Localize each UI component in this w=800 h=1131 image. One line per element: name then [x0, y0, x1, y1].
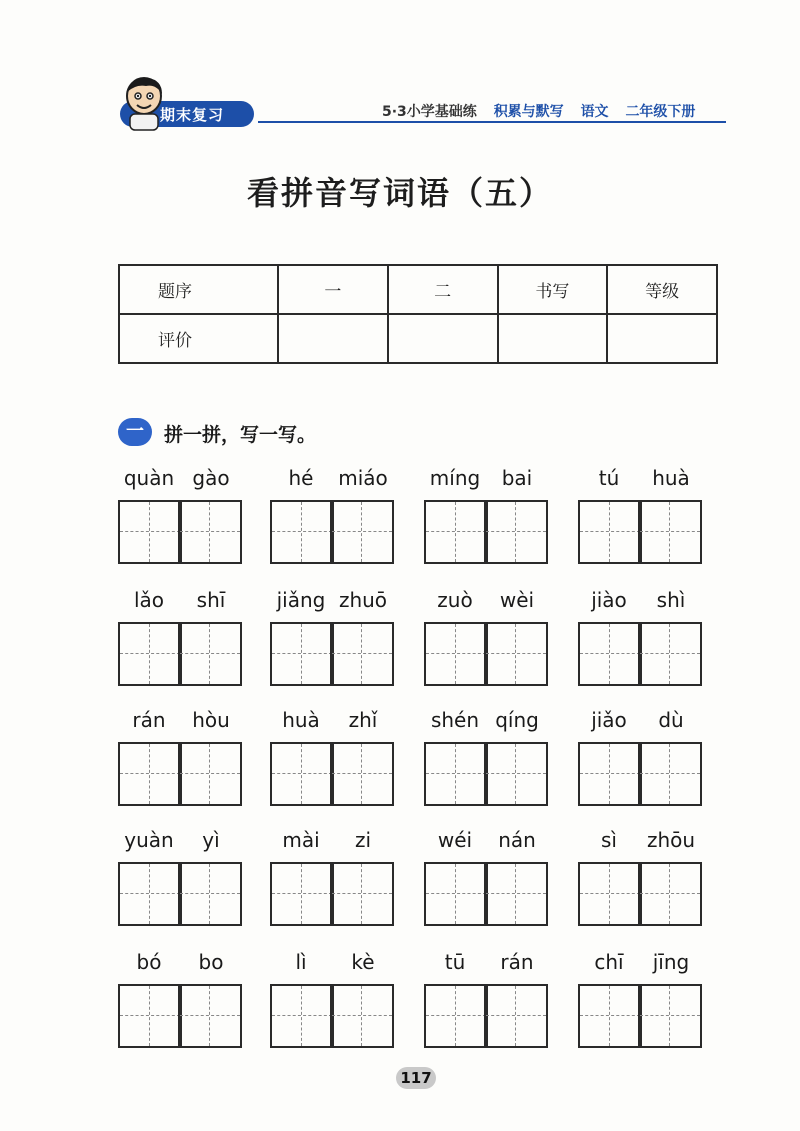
pinyin-syllable: zi — [354, 828, 372, 852]
pinyin-syllable: rán — [500, 950, 534, 974]
writing-cell[interactable] — [484, 622, 548, 686]
exercise-item — [118, 828, 242, 926]
writing-boxes — [118, 984, 242, 1048]
pinyin-label — [118, 708, 242, 738]
exercise-item — [118, 708, 242, 806]
pinyin-syllable: bo — [198, 950, 224, 974]
evaluation-score-row — [119, 314, 717, 363]
pinyin-syllable: bó — [136, 950, 162, 974]
pinyin-syllable: shén — [430, 708, 480, 732]
pinyin-syllable: jiào — [591, 588, 627, 612]
writing-cell[interactable] — [578, 742, 642, 806]
exercise-item — [424, 950, 548, 1048]
writing-boxes — [424, 984, 548, 1048]
pinyin-syllable: kè — [351, 950, 375, 974]
exercise-item — [118, 466, 242, 564]
writing-cell[interactable] — [484, 742, 548, 806]
pinyin-syllable: huà — [282, 708, 320, 732]
writing-cell[interactable] — [578, 622, 642, 686]
pinyin-label — [424, 466, 548, 496]
pinyin-syllable: wéi — [437, 828, 473, 852]
writing-cell[interactable] — [330, 984, 394, 1048]
score-cell-two[interactable] — [388, 314, 498, 363]
pinyin-syllable: tú — [598, 466, 620, 490]
header-cell-writing: 书写 — [498, 265, 608, 314]
pinyin-syllable: zuò — [437, 588, 473, 612]
writing-cell[interactable] — [118, 622, 182, 686]
pinyin-label — [424, 950, 548, 980]
pinyin-syllable: tū — [444, 950, 466, 974]
exercise-item — [270, 588, 394, 686]
writing-boxes — [270, 622, 394, 686]
exercise-item — [270, 466, 394, 564]
writing-cell[interactable] — [424, 984, 488, 1048]
writing-boxes — [270, 984, 394, 1048]
writing-cell[interactable] — [578, 500, 642, 564]
writing-boxes — [424, 500, 548, 564]
writing-cell[interactable] — [270, 622, 334, 686]
pinyin-syllable: nán — [498, 828, 536, 852]
writing-cell[interactable] — [484, 862, 548, 926]
header-cell-one: 一 — [278, 265, 388, 314]
writing-cell[interactable] — [484, 500, 548, 564]
pinyin-syllable: dù — [658, 708, 684, 732]
writing-cell[interactable] — [578, 862, 642, 926]
writing-cell[interactable] — [178, 500, 242, 564]
exercise-item — [118, 950, 242, 1048]
pinyin-label — [270, 950, 394, 980]
pinyin-label — [424, 708, 548, 738]
pinyin-syllable: wèi — [499, 588, 535, 612]
exercise-item — [270, 828, 394, 926]
pinyin-syllable: hòu — [192, 708, 230, 732]
writing-boxes — [578, 862, 702, 926]
score-cell-grade[interactable] — [607, 314, 717, 363]
pinyin-label — [270, 588, 394, 618]
writing-cell[interactable] — [178, 862, 242, 926]
page-number: 117 — [396, 1067, 436, 1089]
writing-boxes — [118, 622, 242, 686]
pinyin-syllable: jīng — [652, 950, 690, 974]
exercise-item — [424, 708, 548, 806]
pinyin-syllable: yì — [202, 828, 220, 852]
pinyin-syllable: zhuō — [338, 588, 388, 612]
writing-cell[interactable] — [118, 862, 182, 926]
score-cell-one[interactable] — [278, 314, 388, 363]
writing-boxes — [270, 742, 394, 806]
writing-cell[interactable] — [424, 500, 488, 564]
pinyin-syllable: lì — [295, 950, 307, 974]
pinyin-syllable: chī — [594, 950, 624, 974]
writing-cell[interactable] — [424, 622, 488, 686]
badge-label: 期末复习 — [160, 106, 225, 124]
writing-cell[interactable] — [330, 742, 394, 806]
header-cell-order: 题序 — [119, 265, 278, 314]
pinyin-syllable: quàn — [123, 466, 175, 490]
mascot-boy-icon — [118, 74, 178, 132]
writing-cell[interactable] — [118, 500, 182, 564]
pinyin-syllable: sì — [601, 828, 617, 852]
pinyin-label — [270, 828, 394, 858]
pinyin-syllable: zhǐ — [348, 708, 378, 732]
section-instruction: 拼一拼，写一写。 — [164, 424, 317, 446]
writing-cell[interactable] — [638, 500, 702, 564]
writing-cell[interactable] — [638, 622, 702, 686]
writing-cell[interactable] — [178, 984, 242, 1048]
pinyin-syllable: rán — [132, 708, 166, 732]
writing-boxes — [424, 742, 548, 806]
writing-boxes — [270, 500, 394, 564]
pinyin-label — [424, 828, 548, 858]
section-number: 一 — [118, 418, 152, 446]
pinyin-syllable: hé — [288, 466, 314, 490]
pinyin-label — [424, 588, 548, 618]
score-cell-writing[interactable] — [498, 314, 608, 363]
pinyin-label — [578, 708, 702, 738]
pinyin-label — [578, 466, 702, 496]
writing-cell[interactable] — [638, 742, 702, 806]
evaluation-header-row — [119, 265, 717, 314]
exercise-item — [578, 466, 702, 564]
writing-cell[interactable] — [330, 500, 394, 564]
exercise-item — [270, 950, 394, 1048]
writing-boxes — [578, 500, 702, 564]
pinyin-syllable: jiǎo — [591, 708, 627, 732]
pinyin-label — [270, 466, 394, 496]
writing-boxes — [424, 622, 548, 686]
writing-cell[interactable] — [118, 984, 182, 1048]
writing-cell[interactable] — [330, 862, 394, 926]
writing-cell[interactable] — [118, 742, 182, 806]
subject-name: 语文 — [580, 104, 609, 120]
pinyin-label — [578, 588, 702, 618]
writing-boxes — [118, 742, 242, 806]
writing-cell[interactable] — [270, 742, 334, 806]
pinyin-syllable: mài — [282, 828, 320, 852]
exercise-item — [578, 588, 702, 686]
exercise-item — [578, 828, 702, 926]
series-name: 5·3小学基础练 — [382, 104, 477, 120]
pinyin-syllable: gào — [192, 466, 230, 490]
writing-cell[interactable] — [178, 742, 242, 806]
writing-cell[interactable] — [270, 984, 334, 1048]
writing-cell[interactable] — [424, 862, 488, 926]
writing-boxes — [578, 622, 702, 686]
header-rule — [258, 121, 726, 123]
writing-cell[interactable] — [638, 984, 702, 1048]
pinyin-syllable: zhōu — [646, 828, 696, 852]
page-title: 看拼音写词语（五） — [246, 174, 553, 212]
writing-cell[interactable] — [270, 862, 334, 926]
writing-boxes — [578, 984, 702, 1048]
pinyin-syllable: qíng — [495, 708, 539, 732]
writing-cell[interactable] — [178, 622, 242, 686]
pinyin-syllable: jiǎng — [276, 588, 326, 612]
header-cell-grade: 等级 — [607, 265, 717, 314]
writing-cell[interactable] — [330, 622, 394, 686]
writing-cell[interactable] — [638, 862, 702, 926]
exercise-item — [424, 588, 548, 686]
pinyin-label — [578, 828, 702, 858]
exercise-item — [118, 588, 242, 686]
writing-boxes — [578, 742, 702, 806]
pinyin-label — [118, 466, 242, 496]
exercise-item — [424, 466, 548, 564]
pinyin-label — [118, 950, 242, 980]
writing-cell[interactable] — [578, 984, 642, 1048]
pinyin-syllable: shī — [196, 588, 226, 612]
pinyin-syllable: yuàn — [124, 828, 174, 852]
exercise-item — [270, 708, 394, 806]
pinyin-syllable: bai — [501, 466, 533, 490]
pinyin-syllable: shì — [656, 588, 686, 612]
pinyin-syllable: míng — [429, 466, 481, 490]
pinyin-label — [578, 950, 702, 980]
exercise-item — [578, 708, 702, 806]
exercise-item — [424, 828, 548, 926]
writing-cell[interactable] — [270, 500, 334, 564]
writing-boxes — [270, 862, 394, 926]
grade-name: 二年级下册 — [625, 104, 696, 120]
writing-boxes — [118, 500, 242, 564]
pinyin-syllable: lǎo — [133, 588, 165, 612]
page-header — [0, 0, 800, 140]
pinyin-label — [118, 828, 242, 858]
writing-boxes — [424, 862, 548, 926]
exercise-item — [578, 950, 702, 1048]
book-name: 积累与默写 — [493, 104, 564, 120]
writing-cell[interactable] — [484, 984, 548, 1048]
header-cell-two: 二 — [388, 265, 498, 314]
writing-cell[interactable] — [424, 742, 488, 806]
writing-boxes — [118, 862, 242, 926]
pinyin-label — [118, 588, 242, 618]
series-line — [382, 101, 695, 121]
row-label-evaluation: 评价 — [119, 314, 278, 363]
pinyin-syllable: huà — [652, 466, 690, 490]
evaluation-table — [118, 264, 718, 364]
pinyin-syllable: miáo — [338, 466, 388, 490]
pinyin-label — [270, 708, 394, 738]
